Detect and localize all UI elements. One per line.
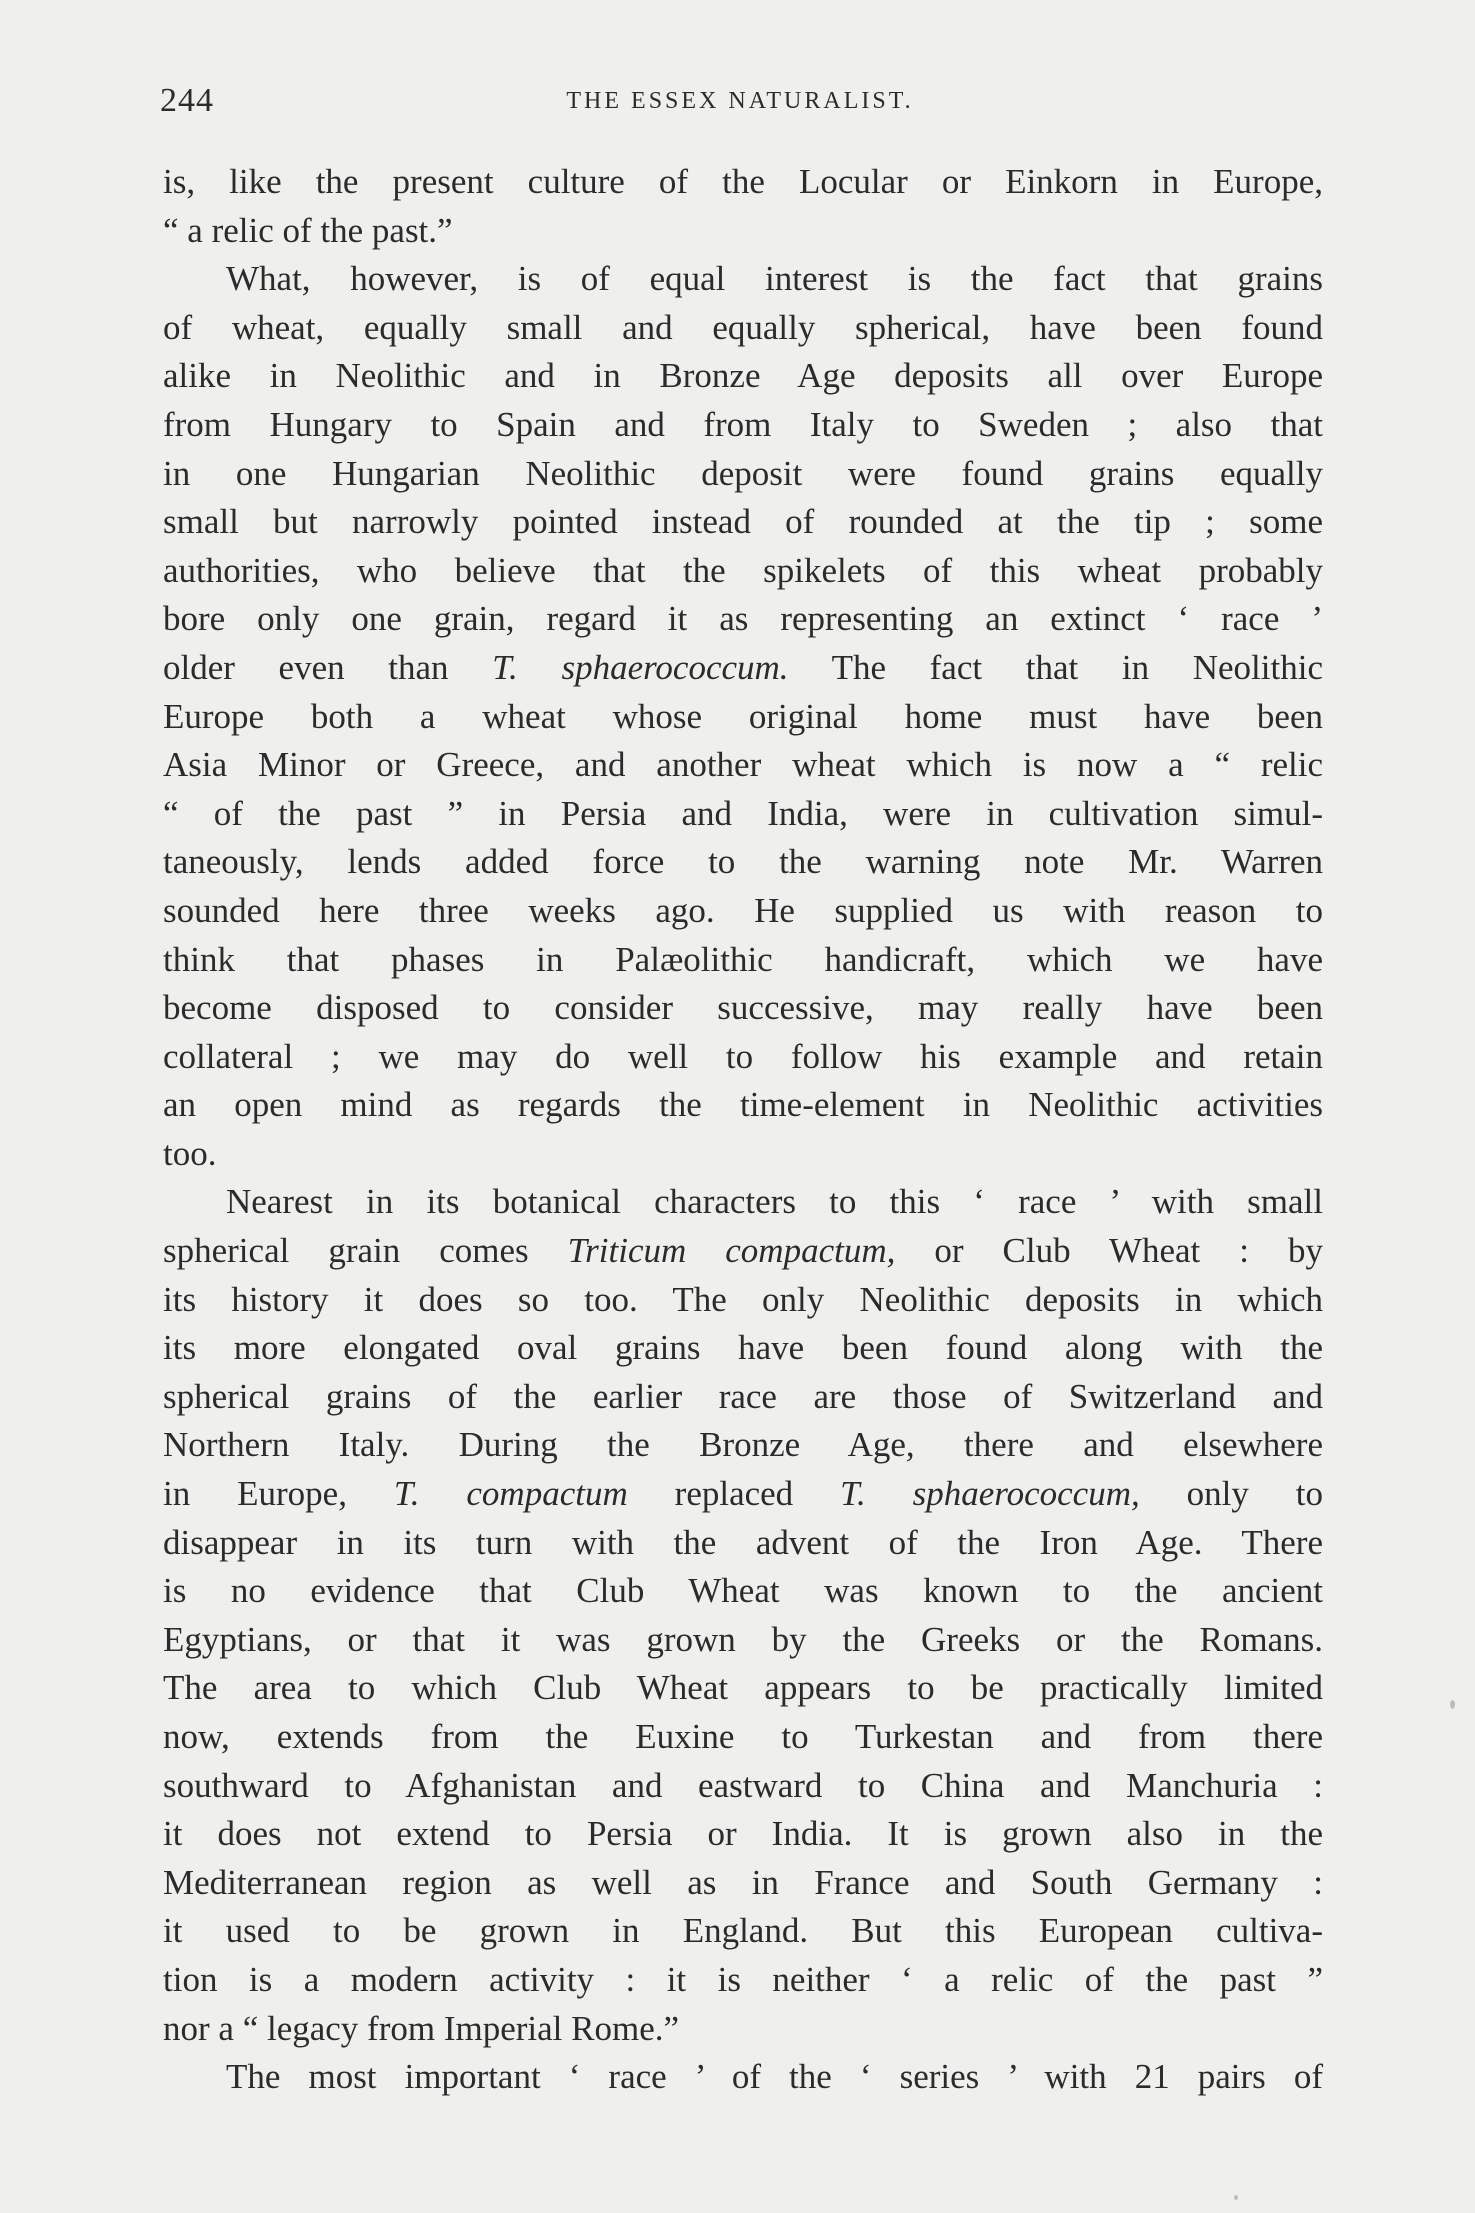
italic-species-name: T. sphaerococcum. bbox=[492, 647, 789, 687]
text-line bbox=[163, 1227, 1323, 1276]
text-line bbox=[163, 1373, 1323, 1422]
text-line bbox=[163, 2053, 1323, 2102]
text-line bbox=[163, 1907, 1323, 1956]
italic-species-name: T. sphaerococcum, bbox=[840, 1474, 1140, 1514]
body-text bbox=[163, 158, 1323, 2102]
text-run: The fact that in Neolithic bbox=[788, 647, 1323, 687]
running-title: THE ESSEX NATURALIST. bbox=[566, 88, 914, 114]
text-run: its more elongated oval grains have been found along with the bbox=[163, 1328, 1323, 1368]
text-run: older even than bbox=[163, 647, 493, 687]
text-line bbox=[163, 1470, 1323, 1519]
text-run: of wheat, equally small and equally spherical, have been found bbox=[163, 307, 1323, 347]
text-line bbox=[163, 887, 1323, 936]
text-run: or Club Wheat : by bbox=[895, 1231, 1323, 1271]
text-run: Nearest in its botanical characters to this ‘ race ’ with small bbox=[226, 1182, 1323, 1222]
text-line bbox=[163, 1713, 1323, 1762]
text-line bbox=[163, 401, 1323, 450]
italic-species-name: Triticum compactum, bbox=[567, 1231, 896, 1271]
text-line bbox=[163, 450, 1323, 499]
text-run: spherical grain comes bbox=[163, 1231, 568, 1271]
text-run: now, extends from the Euxine to Turkestan and from there bbox=[163, 1717, 1323, 1756]
text-line bbox=[163, 1130, 1323, 1179]
text-line bbox=[163, 1324, 1323, 1373]
text-run: disappear in its turn with the advent of the Iron Age. There bbox=[163, 1522, 1323, 1562]
text-run: nor a “ legacy from Imperial Rome.” bbox=[163, 2008, 680, 2048]
text-run: tion is a modern activity : it is neither ‘ a relic of the past ” bbox=[163, 1959, 1323, 1999]
text-line bbox=[163, 1859, 1323, 1908]
text-run: an open mind as regards the time-element in Neolithic activities bbox=[163, 1085, 1323, 1125]
text-run: “ of the past ” in Persia and India, were in cultivation simul- bbox=[163, 793, 1323, 833]
text-run: Asia Minor or Greece, and another wheat which is now a “ relic bbox=[163, 745, 1323, 785]
text-run: Europe both a wheat whose original home must have been bbox=[163, 696, 1323, 736]
text-run: alike in Neolithic and in Bronze Age deposits all over Europe bbox=[163, 356, 1323, 396]
text-run: “ a relic of the past.” bbox=[163, 210, 453, 250]
text-run: replaced bbox=[627, 1474, 841, 1514]
text-line bbox=[163, 1033, 1323, 1082]
text-run: become disposed to consider successive, may really have been bbox=[163, 988, 1323, 1028]
text-run: The most important ‘ race ’ of the ‘ series ’ with 21 pairs of bbox=[226, 2057, 1323, 2097]
text-line bbox=[163, 255, 1323, 304]
text-line bbox=[163, 1081, 1323, 1130]
text-line bbox=[163, 838, 1323, 887]
text-run: only to bbox=[1139, 1474, 1323, 1514]
italic-species-name: T. compactum bbox=[393, 1474, 628, 1514]
text-run: What, however, is of equal interest is the fact that grains bbox=[226, 259, 1323, 299]
text-line bbox=[163, 498, 1323, 547]
text-run: spherical grains of the earlier race are those of Switzerland and bbox=[163, 1376, 1323, 1416]
text-run: small but narrowly pointed instead of rounded at the tip ; some bbox=[163, 502, 1323, 542]
text-line bbox=[163, 595, 1323, 644]
text-run: it used to be grown in England. But this European cultiva- bbox=[163, 1911, 1323, 1951]
text-line bbox=[163, 741, 1323, 790]
text-line bbox=[163, 352, 1323, 401]
text-run: southward to Afghanistan and eastward to China and Manchuria : bbox=[163, 1765, 1323, 1805]
text-run: its history it does so too. The only Neolithic deposits in which bbox=[163, 1279, 1323, 1319]
text-line bbox=[163, 207, 1323, 256]
text-run: authorities, who believe that the spikelets of this wheat probably bbox=[163, 550, 1323, 590]
text-run: Egyptians, or that it was grown by the Greeks or the Romans. bbox=[163, 1619, 1323, 1659]
text-run: is no evidence that Club Wheat was known to the ancient bbox=[163, 1571, 1323, 1611]
text-run: is, like the present culture of the Locular or Einkorn in Europe, bbox=[163, 162, 1323, 201]
text-run: The area to which Club Wheat appears to be practically limited bbox=[163, 1668, 1323, 1708]
text-line bbox=[163, 1810, 1323, 1859]
text-run: taneously, lends added force to the warning note Mr. Warren bbox=[163, 842, 1323, 882]
text-line bbox=[163, 790, 1323, 839]
text-line bbox=[163, 2005, 1323, 2054]
text-run: Mediterranean region as well as in France and South Germany : bbox=[163, 1862, 1323, 1902]
text-line bbox=[163, 1421, 1323, 1470]
text-line bbox=[163, 644, 1323, 693]
running-head bbox=[160, 82, 1320, 132]
text-line bbox=[163, 1519, 1323, 1568]
page-speck bbox=[1234, 2195, 1238, 2200]
text-run: too. bbox=[163, 1133, 217, 1173]
text-line bbox=[163, 1956, 1323, 2005]
page-number: 244 bbox=[160, 82, 214, 119]
text-line bbox=[163, 1567, 1323, 1616]
text-line bbox=[163, 158, 1323, 207]
text-run: in Europe, bbox=[163, 1474, 394, 1514]
text-run: collateral ; we may do well to follow his example and retain bbox=[163, 1036, 1323, 1076]
text-line bbox=[163, 1276, 1323, 1325]
text-line bbox=[163, 304, 1323, 353]
text-line bbox=[163, 547, 1323, 596]
text-line bbox=[163, 984, 1323, 1033]
text-run: Northern Italy. During the Bronze Age, there and elsewhere bbox=[163, 1425, 1323, 1465]
text-line bbox=[163, 1616, 1323, 1665]
text-run: sounded here three weeks ago. He supplied us with reason to bbox=[163, 890, 1323, 930]
text-line bbox=[163, 1664, 1323, 1713]
page-speck bbox=[1450, 1700, 1455, 1709]
text-line bbox=[163, 693, 1323, 742]
text-line bbox=[163, 1762, 1323, 1811]
text-run: think that phases in Palæolithic handicraft, which we have bbox=[163, 939, 1323, 979]
text-run: from Hungary to Spain and from Italy to Sweden ; also that bbox=[163, 404, 1323, 444]
text-line bbox=[163, 1178, 1323, 1227]
text-line bbox=[163, 936, 1323, 985]
text-run: bore only one grain, regard it as representing an extinct ‘ race ’ bbox=[163, 599, 1323, 639]
text-run: it does not extend to Persia or India. It is grown also in the bbox=[163, 1814, 1323, 1854]
text-run: in one Hungarian Neolithic deposit were found grains equally bbox=[163, 453, 1323, 493]
